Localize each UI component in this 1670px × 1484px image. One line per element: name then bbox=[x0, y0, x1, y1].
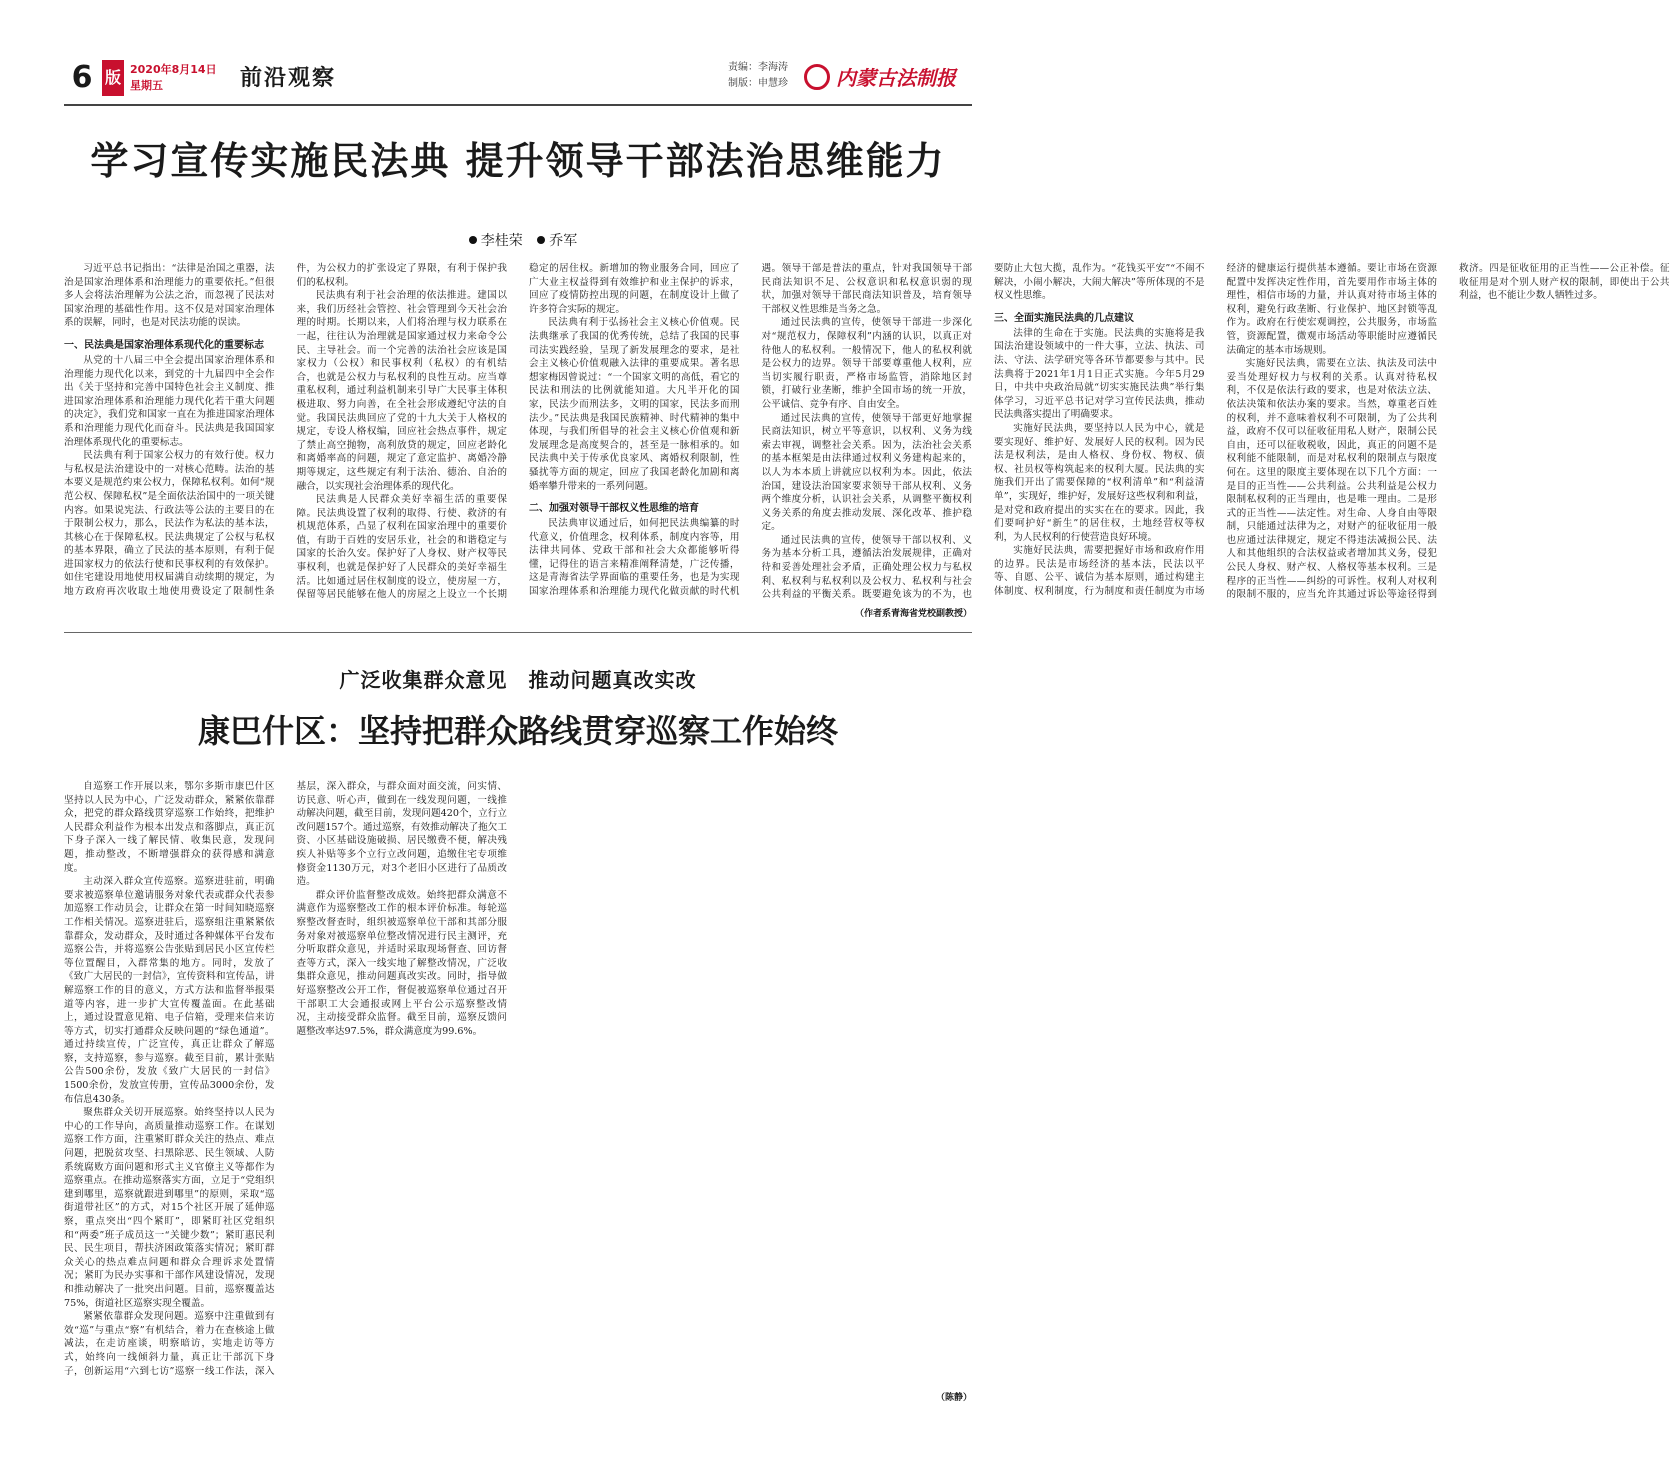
paragraph: 实施好民法典，需要在立法、执法及司法中妥当处理好权力与权利的关系。认真对待私权利，不仅是依法行政的要求，也是对依法立法、依法决策和依法办案的要求。当然，尊重老百姓的权利，并不意味着权利不可限制，为了公共利益，政府不仅可以征收征用私人财产，限制公民自由，还可以征收税收，因此，真正的问题不是权利能不能限制，而是对私权利的限制点与限度何在。这里的限度主要体现在以下几个方面：一是目的正当性——公共利益。公共利益是公权力限制私权利的正当理由，也是唯一理由。二是形式的正当性——法定性。对生命、人身自由等限制，只能通过法律为之，对财产的征收征用一般也应通过法律规定，规定不得违法减损公民、法人和其他组织的合法权益或者增加其义务，侵犯公民人身权、财产权、人格权等基本权利。三是程序的正当性——纠纷的可诉性。权利人对权利的限制不服的，应当允许其通过诉讼等途径得到救济。四是征收征用的正当性——公正补偿。征收征用是对个别人财产权的限制，即使出于公共利益，也不能让少数人牺牲过多。 bbox=[1226, 263, 1670, 601]
article1-headline: 学习宣传实施民法典 提升领导干部法治思维能力 bbox=[90, 138, 946, 183]
paragraph: 民法典有利于社会治理的依法推进。建国以来，我们历经社会管控、社会管理到今天社会治理的时期。长期以来，人们将治理与权力联系在一起，往往认为治理就是国家通过权力来命令公民、主导社会。而一个完善的法治社会应该是国家权力（公权）和民事权利（私权）的有机结合，也就是公权力与私权利的良性互动。应当尊重私权利，通过利益机制来引导广大民事主体积极进取、努力向善，在全社会形成遵纪守法的自觉。我国民法典回应了党的十九大关于人格权的规定，专设人格权编，回应社会热点事件，规定了禁止高空抛物，高利放贷的规定，回应老龄化和离婚率高的问题，规定了意定监护、离婚冷静期等规定，这些规定有利于法治、德治、自治的融合，以实现社会治理体系的现代化。 bbox=[296, 290, 507, 492]
paragraph: 聚焦群众关切开展巡察。始终坚持以人民为中心的工作导向，高质量推动巡察工作。在谋划巡察工作方面，注重紧盯群众关注的热点、难点问题，把脱贫攻坚、扫黑除恶、民生领域、人防系统腐败方面问题和形式主义官僚主义等都作为巡察重点。在推动巡察落实方面，立足于“党组织建到哪里，巡察就跟进到哪里”的原则，采取“巡街道带社区”的方式，对15个社区开展了延伸巡察，重点突出“四个紧盯”，即紧盯社区党组织和“两委”班子成员这一“关键少数”；紧盯惠民利民、民生项目，帮扶济困政策落实情况；紧盯群众关心的热点难点问题和群众合理诉求处置情况；紧盯为民办实事和干部作风建设情况，发现和推动解决了一批突出问题。目前，巡察覆盖达75%，街道社区巡察实现全覆盖。 bbox=[64, 1107, 275, 1309]
newspaper-logo bbox=[804, 60, 956, 96]
article1-signature: （作者系青海省党校副教授） bbox=[854, 609, 972, 619]
bullet-icon bbox=[537, 236, 545, 244]
paragraph: 民法典是人民群众美好幸福生活的重要保障。民法典设置了权利的取得、行使、救济的有机规范体系，凸显了权利在国家治理中的重要价值，有助于百姓的安居乐业，社会的和谐稳定与国家的长治久安。保护好了人身权、财产权等民事权利，也就是保护好了人民群众的美好幸福生活。比如通过居住权制度的设立，使房屋一方，保留等居民能够在他人的房屋之上设立一个长期稳定的居住权。新增加的物业服务合同，回应了广大业主权益得到有效维护和业主保护的诉求，回应了疫情防控出现的问题，在制度设计上做了许多符合实际的规定。 bbox=[296, 263, 740, 601]
author-1: 李桂荣 bbox=[480, 233, 523, 249]
producer-name: 制版：申慧珍 bbox=[728, 78, 788, 89]
section-heading: 三、全面实施民法典的几点建议 bbox=[994, 312, 1134, 324]
paragraph: 通过民法典的宣传，使领导干部进一步深化对“规范权力，保障权利”内涵的认识，以真正对待他人的私权利。一般情况下，他人的私权利就是公权力的边界。领导干部要尊重他人权利，应当切实履行职责，严格市场监管，消除地区封锁，打破行业垄断，维护全国市场的统一开放，公平诚信、竞争有序、自由安全。 bbox=[761, 317, 972, 410]
page-tag: 版 bbox=[102, 60, 124, 96]
paragraph: 通过民法典的宣传，使领导干部以权利、义务为基本分析工具，遵循法治发展规律，正确对待和妥善处理社会矛盾，正确处理公权力与私权利、私权利与私权利以及公权力、私权利与社会公共利益的平衡关系。既要避免该为的不为，也要防止大包大揽，乱作为。“花钱买平安”“不闹不解决，小闹小解决，大闹大解决”等所体现的不是权义性思维。 bbox=[761, 263, 1205, 601]
section-title: 前沿观察 bbox=[240, 66, 337, 91]
article2-kicker: 广泛收集群众意见 推动问题真改实改 bbox=[339, 668, 697, 692]
masthead-rule bbox=[64, 104, 972, 106]
section-heading: 一、民法典是国家治理体系现代化的重要标志 bbox=[64, 339, 264, 351]
paragraph: 民法典审议通过后，如何把民法典编纂的时代意义，价值理念，权利体系，制度内容等，用法律共同体、党政干部和社会大众都能够听得懂，记得住的语言来精准阐释清楚，广泛传播，这是青海省法学界面临的重要任务，也是为实现国家治理体系和治理能力现代化做贡献的时代机遇。领导干部是普法的重点，针对我国领导干部民商法知识不足、公权意识和私权意识弱的现状，加强对领导干部民商法知识普及，培育领导干部权义性思维是当务之急。 bbox=[529, 263, 972, 598]
editor-credits bbox=[728, 60, 788, 92]
paragraph: 通过民法典的宣传，使领导干部更好地掌握民商法知识，树立平等意识，以权利、义务为线索去审视，调整社会关系。因为，法治社会关系的基本框架是由法律通过权利义务建构起来的，以人为本本质上讲就应以权利为本。因此，依法治国，建设法治国家要求领导干部从权利、义务两个维度分析，认识社会关系，从调整平衡权利义务关系的角度去推动发展、深化改革、推护稳定。 bbox=[761, 412, 972, 533]
issue-date-box bbox=[130, 62, 217, 94]
issue-date: 2020年8月14日 bbox=[130, 63, 217, 76]
paragraph: 习近平总书记指出：“法律是治国之重器，法治是国家治理体系和治理能力的重要依托。”但很多人会将法治理解为公法之治，而忽视了民法对国家治理的基础性作用。这不仅是对国家治理体系的误解，同时，也是对民法功能的误读。 bbox=[64, 263, 275, 329]
paragraph: 主动深入群众宣传巡察。巡察进驻前，明确要求被巡察单位邀请服务对象代表或群众代表参加巡察工作动员会，让群众在第一时间知晓巡察工作相关情况。巡察进驻后，巡察组注重紧紧依靠群众，发动群众，及时通过各种媒体平台发布巡察公告，并将巡察公告张贴到居民小区宣传栏等位置醒目，入群常集的地方。同时，发放了《致广大居民的一封信》，宣传资料和宣传品，讲解巡察工作的目的意义，方式方法和监督举报渠道等内容，进一步扩大宣传覆盖面。在此基础上，通过设置意见箱、电子信箱，受理来信来访等方式，切实打通群众反映问题的“绿色通道”。通过持续宣传，广泛宣传，真正让群众了解巡察，支持巡察，参与巡察。截至目前，累计张贴公告500余份，发放《致广大居民的一封信》1500余份，发放宣传册，宣传品3000余份，发布信息430条。 bbox=[64, 876, 275, 1105]
article1-byline bbox=[64, 230, 972, 250]
article2-headline: 康巴什区：坚持把群众路线贯穿巡察工作始终 bbox=[197, 712, 838, 750]
logo-icon bbox=[804, 64, 830, 90]
section-heading: 二、加强对领导干部权义性思维的培育 bbox=[529, 503, 699, 515]
paragraph: 民法典有利于弘扬社会主义核心价值观。民法典继承了我国的优秀传统，总结了我国的民事司法实践经验，呈现了新发展理念的要求，是社会主义核心价值观融入法律的重要成果。著名思想家梅因曾说过：“一个国家文明的高低，看它的民法和刑法的比例就能知道。大凡半开化的国家，民法少而刑法多，文明的国家，民法多而刑法少。”民法典是我国民族精神、时代精神的集中体现，与我们所倡导的社会主义核心价值观和新发展理念是高度契合的，甚至是一脉相承的。如民法典中关于传承优良家风、离婚权利限制，性骚扰等方面的规定，回应了我国老龄化加剧和离婚率攀升带来的一系列问题。 bbox=[529, 317, 740, 492]
paragraph: 自巡察工作开展以来，鄂尔多斯市康巴什区坚持以人民为中心，广泛发动群众，紧紧依靠群众，把党的群众路线贯穿巡察工作始终，把维护人民群众利益作为根本出发点和落脚点，真正沉下身子深入一线了解民情、收集民意，发现问题，推动整改，不断增强群众的获得感和满意度。 bbox=[64, 781, 275, 874]
masthead bbox=[64, 58, 972, 100]
article2-body bbox=[64, 780, 972, 1380]
newspaper-name: 内蒙古法制报 bbox=[836, 66, 956, 90]
paragraph: 紧紧依靠群众发现问题。巡察中注重做到有效“巡”与重点“察”有机结合，着力在查核途上做减法，在走访座谈，明察暗访，实地走访等方式，始终向一线倾斜力量，真正让干部沉下身子，创新运用“六到七访”巡察一线工作法，深入基层，深入群众，与群众面对面交流，问实情、访民意、听心声，做到在一线发现问题，一线推动解决问题，截至目前，发现问题420个，立行立改问题157个。通过巡察，有效推动解决了拖欠工资、小区基础设施破损、居民缴费不便，解决残疾人补贴等多个立行立改问题，追缴住宅专项维修资金1130万元，对3个老旧小区进行了品质改造。 bbox=[64, 781, 507, 1377]
article2-signature: （陈静） bbox=[935, 1393, 972, 1403]
editor-name: 责编：李海涛 bbox=[728, 62, 788, 73]
paragraph: 实施好民法典，要坚持以人民为中心，就是要实现好、维护好、发展好人民的权利。因为民法是权利法，是由人格权、身份权、物权、债权、社员权等构筑起来的权利大厦。民法典的实施我们开出了需要保障的“权利清单”和“利益清单”，实现好，维护好，发展好这些权利和利益，是对党和政府提出的实实在在的要求。因此，我们要呵护好“新生”的居住权，土地经营权等权利，为人民权利的行使营造良好环境。 bbox=[994, 422, 1205, 543]
article1-body bbox=[64, 262, 1670, 602]
paragraph: 群众评价监督整改成效。始终把群众满意不满意作为巡察整改工作的根本评价标准。每轮巡察整改督查时，组织被巡察单位干部和其部分服务对象对被巡察单位整改情况进行民主测评，充分听取群众意见，并适时采取现场督查、回访督查等方式，深入一线实地了解整改情况，广泛收集群众意见，推动问题真改实改。同时，指导做好巡察整改公开工作，督促被巡察单位通过召开干部职工大会通报或网上平台公示巡察整改情况，主动接受群众监督。截至目前，巡察反馈问题整改率达97.5%，群众满意度为99.6%。 bbox=[296, 889, 507, 1037]
paragraph: 实施好民法典，需要把握好市场和政府作用的边界。民法是市场经济的基本法，民法以平等、自愿、公平、诚信为基本原则，通过构建主体制度、权利制度，行为制度和责任制度为市场经济的健康运行提供基本遵循。要让市场在资源配置中发挥决定性作用，首先要用作市场主体的理性，相信市场的力量，并认真对待市场主体的权利，避免行政垄断、行业保护、地区封锁等乱作为。政府在行使宏观调控，公共服务，市场监管，资源配置，微观市场活动等职能时应遵循民法确定的基本市场规则。 bbox=[994, 263, 1437, 598]
paragraph: 从党的十八届三中全会提出国家治理体系和治理能力现代化以来，到党的十九届四中全会作出《关于坚持和完善中国特色社会主义制度、推进国家治理体系和治理能力现代化若干重大问题的决定》，我们党和国家一直在为推进国家治理体系和治理能力现代化而奋斗。民法典是我国国家治理体系现代化的重要标志。 bbox=[64, 354, 275, 448]
issue-weekday: 星期五 bbox=[130, 79, 163, 92]
paragraph: 民法典有利于国家公权力的有效行使。权力与私权是法治建设中的一对核心范畴。法治的基本要义是规范约束公权力，保障私权利。如何“规范公权、保障私权”是全面依法治国中的一项关键内容。如果说宪法、行政法等公法的主要目的在于限制公权力，那么，民法作为私法的基本法，其核心在于保障私权。民法典规定了公权与私权的基本界限，确立了民法的基本原则，有利于促进国家权力的依法行使和民事权利的有效保护。如住宅建设用地使用权届满自动续期的规定，为地方政府再次收取土地使用费设定了限制性条件，为公权力的扩张设定了界限，有利于保护我们的私权利。 bbox=[64, 263, 507, 598]
bullet-icon bbox=[469, 236, 477, 244]
paragraph: 法律的生命在于实施。民法典的实施将是我国法治建设领域中的一件大事，立法、执法、司法、守法、法学研究等各环节都要参与其中。民法典将于2021年1月1日正式实施。今年5月29日，中共中央政治局就“切实实施民法典”举行集体学习，习近平总书记对学习宣传民法典，推动民法典落实提出了明确要求。 bbox=[994, 327, 1205, 421]
author-2: 乔军 bbox=[549, 233, 578, 249]
page-number: 6 bbox=[71, 60, 93, 95]
article-divider bbox=[64, 632, 972, 633]
